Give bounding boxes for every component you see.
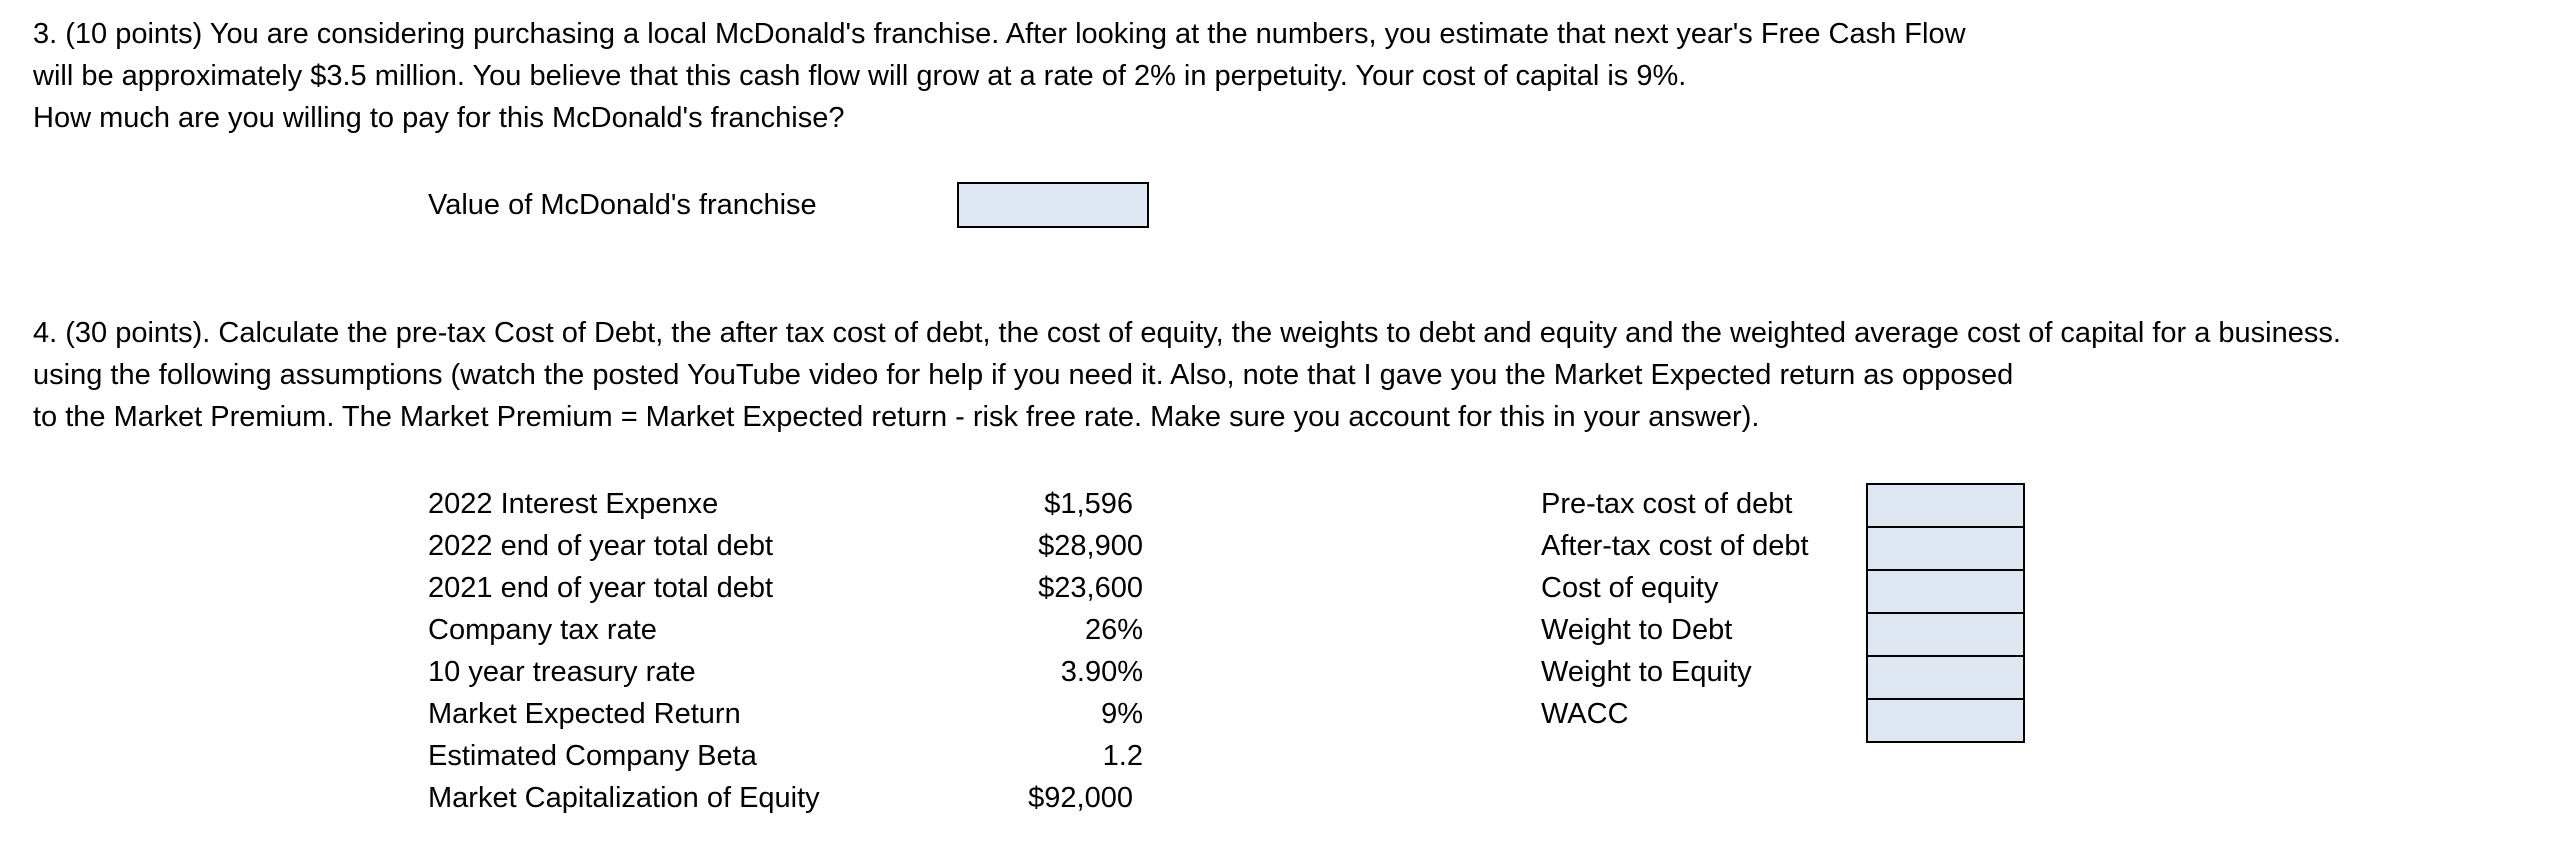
assumption-value: $1,596 bbox=[1044, 488, 1133, 520]
q3-answer-label: Value of McDonald's franchise bbox=[428, 189, 817, 221]
wacc-input[interactable] bbox=[1866, 698, 2025, 743]
assumption-label: 10 year treasury rate bbox=[428, 656, 696, 688]
pre-tax-cost-of-debt-label: Pre-tax cost of debt bbox=[1541, 488, 1793, 520]
q3-line-1: 3. (10 points) You are considering purchasing a local McDonald's franchise. After looking at the numbers, you estimate that next year's Free Cash Flow bbox=[33, 18, 1966, 50]
assumption-value: 9% bbox=[1101, 698, 1143, 730]
weight-to-debt-input[interactable] bbox=[1866, 612, 2025, 655]
assumption-label: 2021 end of year total debt bbox=[428, 572, 774, 604]
assumption-value: $92,000 bbox=[1028, 782, 1133, 814]
assumption-label: 2022 Interest Expenxe bbox=[428, 488, 719, 520]
assumption-label: Market Capitalization of Equity bbox=[428, 782, 820, 814]
q3-line-2: will be approximately $3.5 million. You believe that this cash flow will grow at a rate of 2% in perpetuity. Your cost of capital is 9%. bbox=[33, 60, 1687, 92]
answer-cells bbox=[1866, 483, 2025, 743]
assumption-value: 3.90% bbox=[1060, 656, 1143, 688]
q4-line-3: to the Market Premium. The Market Premium = Market Expected return - risk free rate. Make sure you account for this in your answer). bbox=[33, 401, 1760, 433]
after-tax-cost-of-debt-label: After-tax cost of debt bbox=[1541, 530, 1809, 562]
pre-tax-cost-of-debt-input[interactable] bbox=[1866, 483, 2025, 526]
assumption-value: $28,900 bbox=[1038, 530, 1143, 562]
cost-of-equity-input[interactable] bbox=[1866, 569, 2025, 612]
assumption-value: 1.2 bbox=[1102, 740, 1143, 772]
wacc-label: WACC bbox=[1541, 698, 1629, 730]
cost-of-equity-label: Cost of equity bbox=[1541, 572, 1719, 604]
weight-to-equity-label: Weight to Equity bbox=[1541, 656, 1752, 688]
q3-answer-input[interactable] bbox=[957, 182, 1149, 228]
weight-to-equity-input[interactable] bbox=[1866, 655, 2025, 698]
assumption-label: Estimated Company Beta bbox=[428, 740, 757, 772]
assumption-label: Company tax rate bbox=[428, 614, 657, 646]
q4-line-2: using the following assumptions (watch the posted YouTube video for help if you need it. Also, note that I gave you the Market Expected return as opposed bbox=[33, 359, 2014, 391]
after-tax-cost-of-debt-input[interactable] bbox=[1866, 526, 2025, 569]
q3-line-3: How much are you willing to pay for this McDonald's franchise? bbox=[33, 102, 845, 134]
assumption-label: Market Expected Return bbox=[428, 698, 741, 730]
assumption-label: 2022 end of year total debt bbox=[428, 530, 774, 562]
q4-line-1: 4. (30 points). Calculate the pre-tax Cost of Debt, the after tax cost of debt, the cost of equity, the weights to debt and equity and the weighted average cost of capital for a business. bbox=[33, 317, 2341, 349]
weight-to-debt-label: Weight to Debt bbox=[1541, 614, 1733, 646]
assumption-value: 26% bbox=[1084, 614, 1143, 646]
assumption-value: $23,600 bbox=[1038, 572, 1143, 604]
